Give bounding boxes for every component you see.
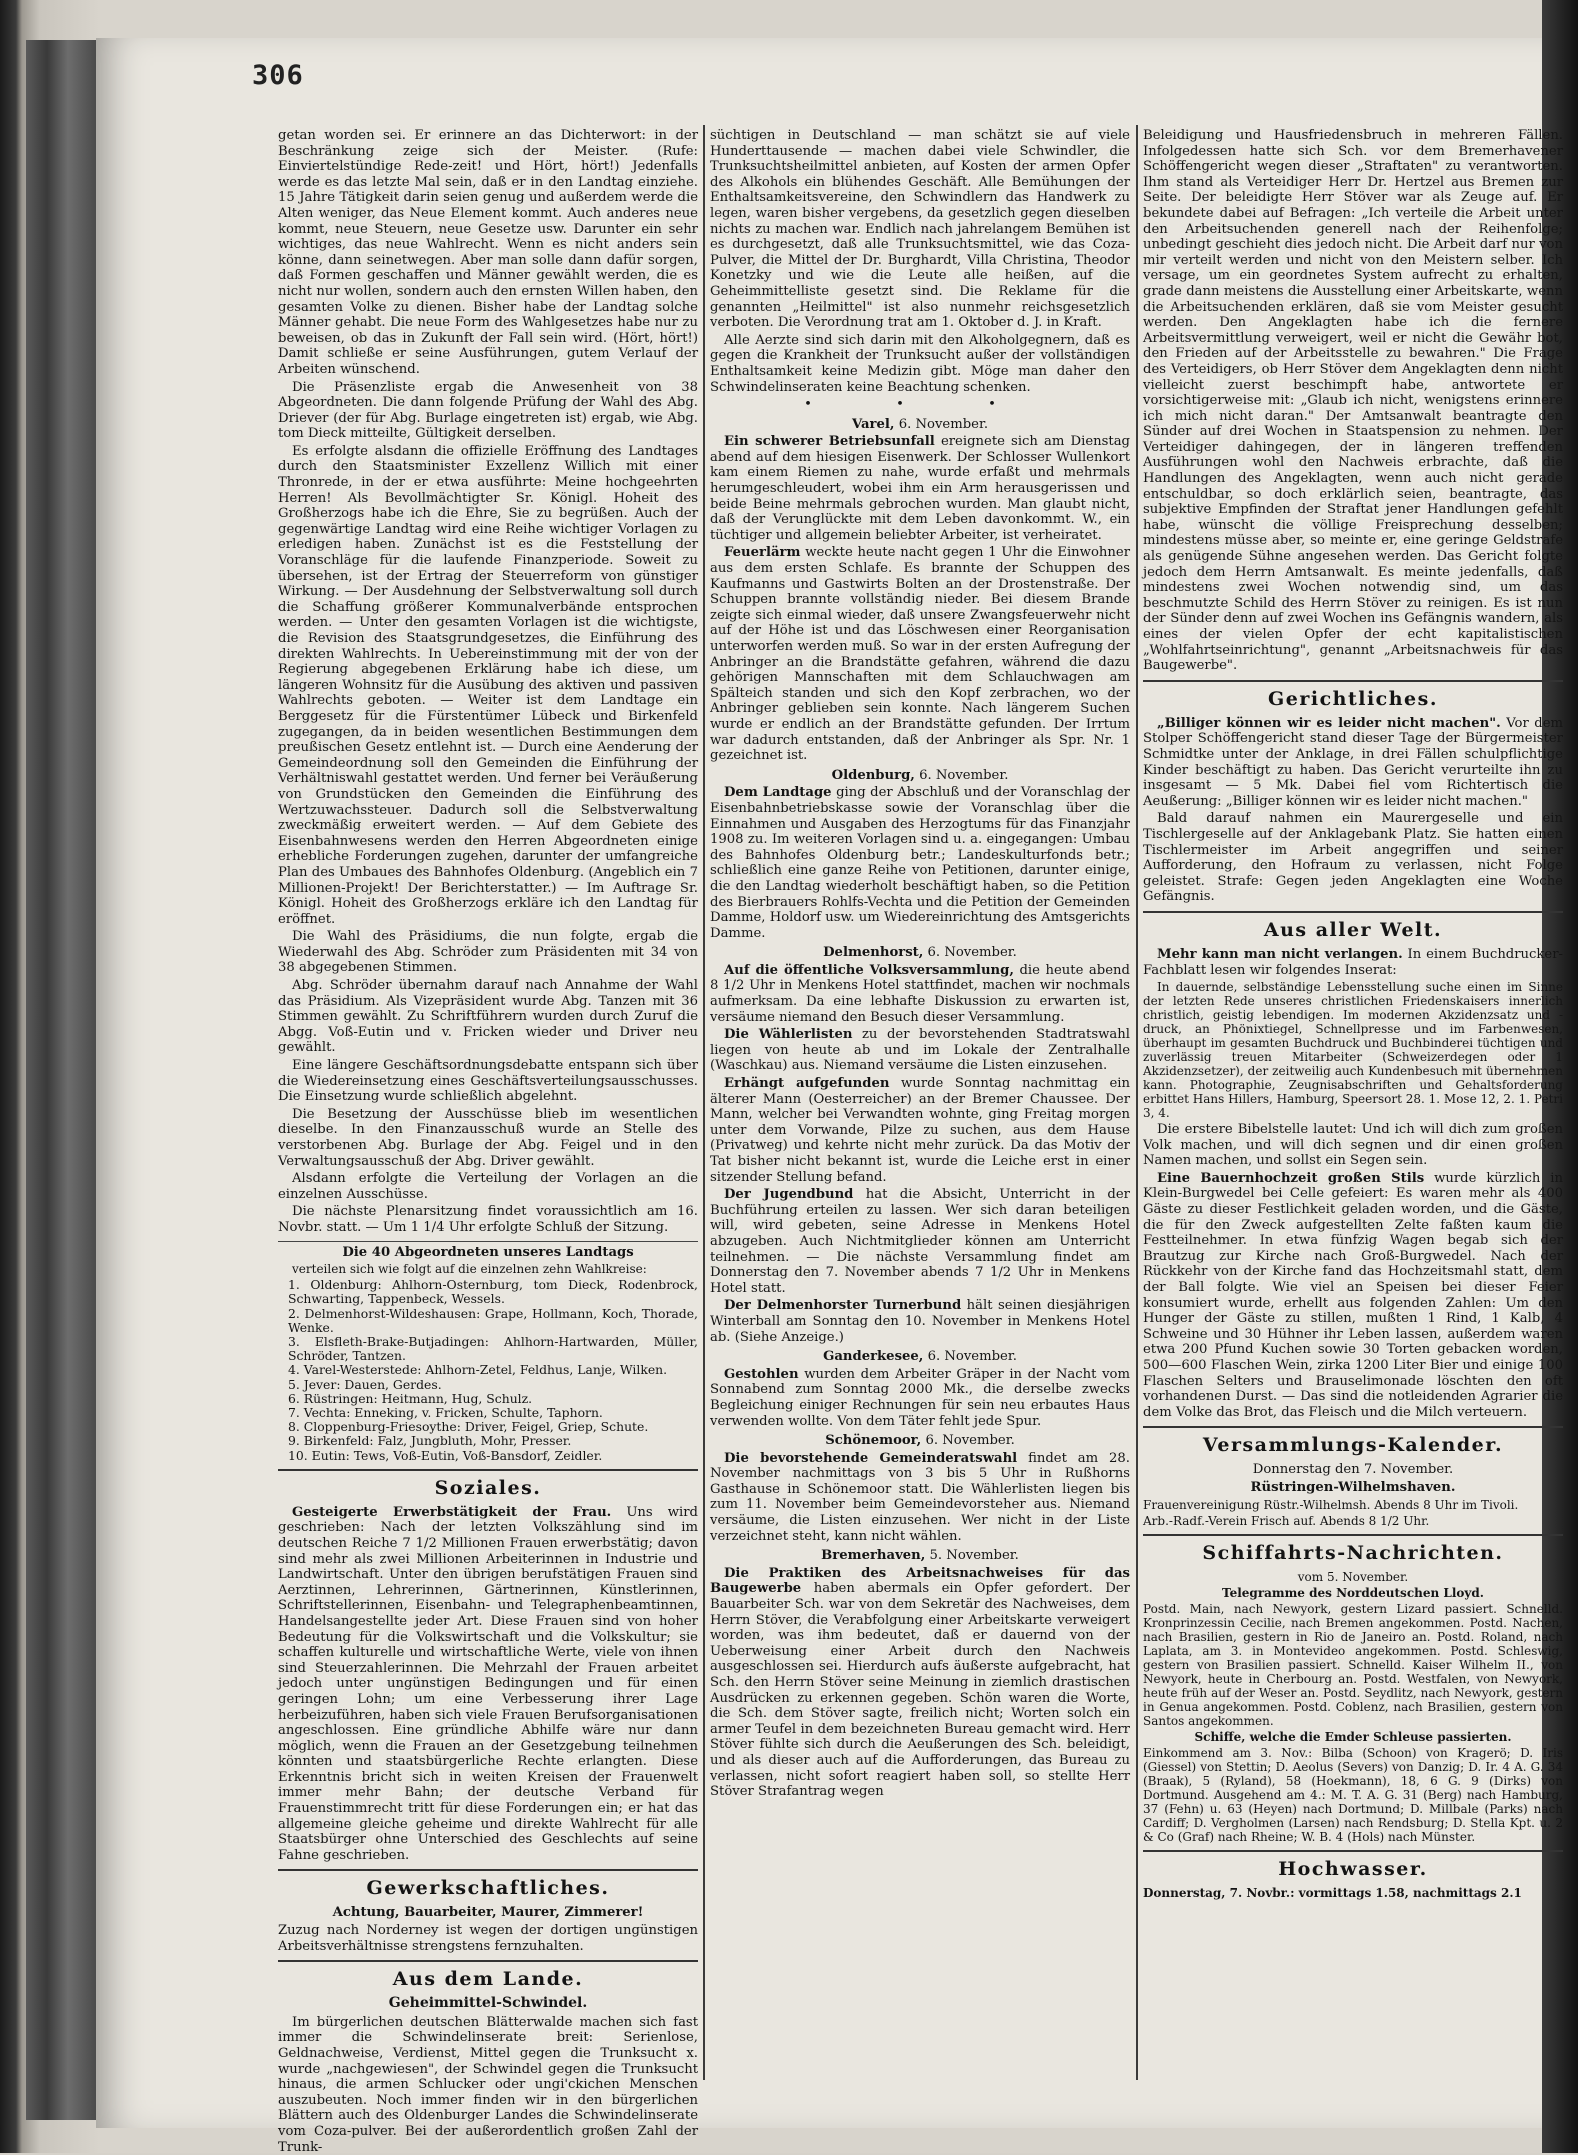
article-lead: Auf die öffentliche Volksversammlung, — [724, 962, 1014, 978]
section-subtitle: Schiffe, welche die Emder Schleuse passierten. — [1194, 1729, 1512, 1744]
article-text: weckte heute nacht gegen 1 Uhr die Einwohner aus dem ersten Schlafe. Es brannte der Schuppen des Kaufmanns und Gastwirts Bolten an der Drostenstraße. Der Schuppen brannte vollständig nieder. Bei diesem Brande zeigte sich einmal wieder, daß unsere Zwangsfeuerwehr nicht auf der Höhe ist und das Löschwesen einer Reorganisation unterworfen werden muß. So war in der ersten Aufregung der Anbringer an die Brandstätte gefahren, während die dazu gehörigen Mannschaften mit dem Schlauchwagen am Spälteich standen und sich den Kopf zerbrachen, wo der Anbringer geblieben sein konnte. Nach längerem Suchen wurde er endlich an der Brandstätte gefunden. Der Irrtum war dadurch entstanden, daß der Anbringer als Spr. Nr. 1 gezeichnet ist. — [710, 545, 1130, 764]
calendar-place: Rüstringen-Wilhelmshaven. — [1250, 1479, 1456, 1495]
section-heading: Gewerkschaftliches. — [278, 1869, 698, 1900]
article-text: Vor dem Stolper Schöffengericht stand dieser Tage der Bürgermeister Schmidtke unter der Anklage, in drei Fällen schulpflichtige Kinder beschäftigt zu haben. Das Gericht verurteilte ihn zu insgesamt — 5 Mk. Dabei fiel vom Richtertisch die Aeußerung: „Billiger können wir es leider nicht machen." — [1143, 715, 1563, 809]
list-item: 6. Rüstringen: Heitmann, Hug, Schulz. — [288, 1390, 533, 1406]
list-item: 3. Elsfleth-Brake-Butjadingen: Ahlhorn-Hartwarden, Müller, Schröder, Tantzen. — [288, 1333, 698, 1364]
article-lead: Der Jugendbund — [724, 1187, 854, 1203]
article-text: In einem Buchdrucker-Fachblatt lesen wir folgendes Inserat: — [1143, 946, 1563, 978]
tide-times: Donnerstag, 7. Novbr.: vormittags 1.58, nachmittags 2.1 — [1143, 1885, 1522, 1900]
dateline-date: 6. November. — [925, 1433, 1015, 1449]
column-left — [278, 128, 698, 2155]
section-subtitle: Telegramme des Norddeutschen Lloyd. — [1222, 1585, 1484, 1600]
article-text: hält seinen diesjährigen Winterball am Sonntag den 10. November in Menkens Hotel ab. (Siehe Anzeige.) — [710, 1298, 1130, 1345]
dateline-date: 5. November. — [929, 1548, 1019, 1564]
article-lead: Die Wählerlisten — [724, 1027, 853, 1043]
section-heading: Hochwasser. — [1143, 1850, 1563, 1881]
list-item: 9. Birkenfeld: Falz, Jungbluth, Mohr, Presser. — [288, 1433, 572, 1449]
page-number: 306 — [252, 60, 304, 91]
list-item: 4. Varel-Westerstede: Ahlhorn-Zetel, Feldhus, Lanje, Wilken. — [288, 1362, 668, 1378]
article-lead: Feuerlärm — [724, 545, 801, 561]
column-right — [1143, 128, 1563, 2078]
article-lead: Gesteigerte Erwerbstätigkeit der Frau. — [292, 1504, 612, 1520]
dateline-place: Delmenhorst, — [823, 945, 924, 961]
paragraph: süchtigen in Deutschland — man schätzt sie auf viele Hunderttausende — machen dabei viele Schwindler, die Trunksuchtsheilmittel anbieten, auf Kosten der armen Opfer des Alkohols ein blühendes Geschäft. Alle Bemühungen der Enthaltsamkeitsvereine, den Schwindlern das Handwerk zu legen, waren bisher vergebens, da gesetzlich gegen dieselben nichts zu machen war. Endlich nach jahrelangem Bemühen ist es durchgesetzt, daß alle Trunksuchtsmittel, wie das Coza-Pulver, die Mittel der Dr. Burghardt, Villa Christina, Theodor Konetzky und wie die Leute alle heißen, auf die Geheimmittelliste gesetzt sind. Die Reklame für die genannten „Heilmittel" ist also nunmehr reichsgesetzlich verboten. Die Verordnung trat am 1. Oktober d. J. in Kraft. — [710, 128, 1130, 331]
paragraph: Abg. Schröder übernahm darauf nach Annahme der Wahl das Präsidium. Als Vizepräsident wurde Abg. Tanzen mit 36 Stimmen gewählt. Zu Schriftführern wurden durch Zuruf die Abgg. Voß-Eutin und v. Fricken wieder und Driver neu gewählt. — [278, 978, 698, 1056]
separator-dots: • • • — [804, 397, 1036, 413]
shipping-list: Einkommend am 3. Nov.: Bilba (Schoon) von Kragerö; D. Iris (Giessel) von Stettin; D. Aeolus (Severs) von Danzig; D. Ir. 4 A. G. 34 (Braak), 5 (Ryland), 58 (Hoekmann), 18, 6 G. 9 (Dirks) von Dortmund. Ausgehend am 4.: M. T. A. G. 31 (Berg) nach Hamburg, 37 (Fehn) u. 63 (Heyen) nach Dortmund; D. Millbale (Parks) nach Cardiff; D. Vergholmen (Larsen) nach Rendsburg; D. Stella Kpt. u. 2 & Co (Graf) nach Rheine; W. B. 4 (Hols) nach Münster. — [1143, 1745, 1563, 1844]
article-text: Im bürgerlichen deutschen Blätterwalde machen sich fast immer die Schwindelinserate breit: Serienlose, Geldnachweise, Verdienst, Mittel gegen die Trunksucht x. wurde „nachgewiesen", der Schwindel gegen die Trunksucht hinaus, die armen Schlucker oder ungi'ckichen Menschen auszubeuten. Noch immer finden wir in den bürgerlichen Blättern auch des Oldenburger Landes die Schwindelinserate vom Coza-pulver. Bei der außerordentlich großen Zahl der Trunk- — [278, 2014, 698, 2155]
column-rule — [1136, 125, 1138, 2080]
paragraph: Alle Aerzte sind sich darin mit den Alkoholgegnern, daß es gegen die Krankheit der Trunksucht außer der vollständigen Enthaltsamkeit keine Medizin gibt. Möge man daher den Schwindelinseraten keine Beachtung schenken. — [710, 332, 1130, 395]
article-text: findet am 28. November nachmittags von 3 bis 5 Uhr in Rußhorns Gasthause in Schönemoor statt. Die Wählerlisten liegen bis zum 11. November beim Gemeindevorsteher aus. Niemand versäume, die Listen einzusehen. Wer nicht in der Liste verzeichnet steht, kann nicht wählen. — [710, 1450, 1130, 1544]
calendar-entry: Arb.-Radf.-Verein Frisch auf. Abends 8 1/2 Uhr. — [1143, 1513, 1430, 1528]
dateline-date: 6. November. — [919, 767, 1009, 783]
article-text: wurde Sonntag nachmittag ein älterer Mann (Oesterreicher) an der Bremer Chaussee. Der Mann, welcher bei Verwandten wohnte, ging Freitag morgen unter dem Vorwande, Pilze zu suchen, aus dem Hause (Privatweg) und kehrte nicht mehr zurück. Da das Motiv der Tat bisher nicht bekannt ist, wurde die Leiche erst in einer sitzender Stellung befand. — [710, 1076, 1130, 1185]
column-middle — [710, 128, 1130, 2078]
section-heading: Versammlungs-Kalender. — [1143, 1426, 1563, 1457]
article-lead: Der Delmenhorster Turnerbund — [724, 1298, 962, 1314]
article-text: Uns wird geschrieben: Nach der letzten Volkszählung sind im deutschen Reiche 7 1/2 Millionen Frauen erwerbstätig; davon sind mehr als zwei Millionen Arbeiterinnen in Industrie und Landwirtschaft. Unter den übrigen berufstätigen Frauen sind Aerztinnen, Lehrerinnen, Gärtnerinnen, Künstlerinnen, Schriftstellerinnen, Eisenbahn- und Telegraphenbeamtinnen, Handelsangestellte jeder Art. Diese Frauen sind von hoher Bedeutung für die Volkswirtschaft und die Volkskultur; sie schaffen kulturelle und wirtschaftliche Werte, viele von ihnen sind Steuerzahlerinnen. Die Mehrzahl der Frauen arbeitet jedoch unter ungünstigen Bedingungen und für einen geringen Lohn; um eine Verbesserung ihrer Lage herbeizuführen, haben sich viele Frauen Berufsorganisationen angeschlossen. Eine gründliche Abhilfe wäre nur dann möglich, wenn die Frauen an der Gesetzgebung teilnehmen könnten und staatsbürgerliche Rechte erlangten. Diese Erkenntnis bricht sich in weiten Kreisen der Frauenwelt immer mehr Bahn; der deutsche Verband für Frauenstimmrecht tritt für diese Forderungen ein; er hat das allgemeine gleiche geheime und direkte Wahlrecht für alle Staatsbürger ohne Unterschied des Geschlechts auf seine Fahne geschrieben. — [278, 1504, 698, 1863]
section-subtitle: Geheimmittel-Schwindel. — [388, 1995, 588, 2012]
paragraph: Bald darauf nahmen ein Maurergeselle und ein Tischlergeselle auf der Anklagebank Platz. Sie hatten einen Tischlermeister im Arbeit angegriffen und seiner Aufforderung, den Hofraum zu verlassen, nicht Folge geleistet. Strafe: Gegen jeden Angeklagten eine Woche Gefängnis. — [1143, 811, 1563, 905]
article-text: ging der Abschluß und der Voranschlag der Eisenbahnbetriebskasse sowie der Voranschlag über die Einnahmen und Ausgaben des Herzogtums für das Finanzjahr 1908 zu. Im weiteren Vorlagen sind u. a. eingegangen: Umbau des Bahnhofes Oldenburg betr.; Landeskulturfonds betr.; schließlich eine ganze Reihe von Petitionen, darunter einige, die den Landtag wiederholt beschäftigt haben, so die Petition des Bierbrauers Rohlfs-Vechta und die Petition der Gemeinden Damme, Holdorf usw. um Wiedereinrichtung des Amtsgerichts Damme. — [710, 785, 1130, 941]
dateline-date: 6. November. — [927, 945, 1017, 961]
article-lead: Achtung, Bauarbeiter, Maurer, Zimmerer! — [332, 1905, 644, 1921]
paragraph: verteilen sich wie folgt auf die einzelnen zehn Wahlkreise: — [292, 1262, 647, 1277]
section-heading: Soziales. — [278, 1469, 698, 1500]
paragraph: Die nächste Plenarsitzung findet voraussichtlich am 16. Novbr. statt. — Um 1 1/4 Uhr erfolgte Schluß der Sitzung. — [278, 1204, 698, 1235]
article-lead: Mehr kann man nicht verlangen. — [1157, 946, 1403, 962]
calendar-date: Donnerstag den 7. November. — [1252, 1462, 1454, 1478]
article-text: haben abermals ein Opfer gefordert. Der Bauarbeiter Sch. war von dem Sekretär des Nachweises, dem Herrn Stöver, die Verabfolgung einer Arbeitskarte verweigert worden, was ihm bedeutet, daß er dauernd von der Ueberweisung einer Arbeit durch den Nachweis ausgeschlossen sei. Hierdurch aufs äußerste aufgebracht, hat Sch. den Herrn Stöver seine Meinung in ziemlich drastischen Ausdrücken zu erkennen gegeben. Schön waren die Worte, die Sch. dem Stöver sagte, freilich nicht; Worten solch ein armer Teufel in dem bezeichneten Bureau gemacht wird. Herr Stöver fühlte sich durch die Aeußerungen des Sch. beleidigt, und als dieser auch auf die Aufforderungen, das Bureau zu verlassen, nicht sofort reagiert haben soll, so stellte Herr Stöver Strafantrag wegen — [710, 1581, 1130, 1800]
section-heading: Aus aller Welt. — [1143, 911, 1563, 942]
article-text: ereignete sich am Dienstag abend auf dem hiesigen Eisenwerk. Der Schlosser Wullenkort kam einem Riemen zu nahe, wurde erfaßt und mehrmals herumgeschleudert, wobei ihm ein Arm herausgerissen und beide Beine mehrmals gebrochen wurden. Man glaubt nicht, daß der Verunglückte mit dem Leben davonkommt. W., ein tüchtiger und allgemein beliebter Arbeiter, ist verheiratet. — [710, 434, 1130, 543]
list-item: 5. Jever: Dauen, Gerdes. — [288, 1376, 442, 1392]
book-binding — [26, 40, 96, 2120]
paragraph: Die Wahl des Präsidiums, die nun folgte, ergab die Wiederwahl des Abg. Schröder zum Präsidenten mit 34 von 38 abgegebenen Stimmen. — [278, 929, 698, 976]
calendar-entry: Frauenvereinigung Rüstr.-Wilhelmsh. Abends 8 Uhr im Tivoli. — [1143, 1497, 1519, 1512]
dateline-place: Ganderkesee, — [823, 1349, 924, 1365]
article-text: wurde kürzlich in Klein-Burgwedel bei Celle gefeiert: Es waren mehr als 400 Gäste zu dieser Festlichkeit geladen worden, und die Gäste, die für den Zweck aufgestellten Zelte faßten kaum die Festteilnehmer. In etwa fünfzig Wagen begab sich der Brautzug zur Kirche nach Groß-Burgwedel. Nach der Rückkehr von der Kirche fand das Hochzeitsmahl statt, dem der Ball folgte. Wie viel an Speisen bei dieser Feier konsumiert wurde, erhellt aus folgenden Zahlen: Um den Hunger der Gäste zu stillen, mußten 1 Rind, 1 Kalb, 4 Schweine und 30 Hühner ihr Leben lassen, außerdem waren etwa 200 Pfund Kuchen sowie 30 Torten gebacken worden, 500—600 Flaschen Wein, zirka 1200 Liter Bier und einige 100 Flaschen Selters und Brauselimonade löschten den oft vorhandenen Durst. — Das sind die notleidenden Agrarier die dem Volke das Brot, das Fleisch und die Milch verteuern. — [1143, 1170, 1563, 1420]
section-heading: Aus dem Lande. — [278, 1960, 698, 1991]
paragraph: Eine längere Geschäftsordnungsdebatte entspann sich über die Wiedereinsetzung eines Geschäftsverteilungsausschusses. Die Einsetzung wurde schließlich abgelehnt. — [278, 1058, 698, 1105]
column-rule — [703, 125, 705, 2080]
list-item: 10. Eutin: Tews, Voß-Eutin, Voß-Bansdorf, Zeidler. — [288, 1447, 603, 1463]
shipping-date: vom 5. November. — [1297, 1569, 1409, 1584]
article-text: wurden dem Arbeiter Gräper in der Nacht vom Sonnabend zum Sonntag 2000 Mk., die derselbe zwecks Begleichung einiger Rechnungen für sein neu erbautes Haus verwenden wollte. Von dem Täter fehlt jede Spur. — [710, 1366, 1130, 1429]
article-lead: Eine Bauernhochzeit großen Stils — [1157, 1170, 1425, 1186]
paragraph: Beleidigung und Hausfriedensbruch in mehreren Fällen. Infolgedessen hatte sich Sch. vor dem Bremerhavener Schöffengericht wegen dieser „Straftaten" zu verantworten. Ihm stand als Verteidiger Herr Dr. Hertzel aus Bremen zur Seite. Der beleidigte Herr Stöver war als Zeuge auf. Er bekundete dabei auf Befragen: „Ich verteile die Arbeit unter den Arbeitsuchenden generell nach der Reihenfolge; unbedingt geschieht dies jedoch nicht. Die Arbeit darf nur von mir verteilt werden und nicht von den Meistern selber. Ich versage, um ein geordnetes System aufrecht zu erhalten, grade dann meistens die Ausstellung einer Arbeitskarte, wenn die Arbeitsuchenden erklären, daß sie vom Meister gesucht werden. Den Angeklagten habe ich die fernere Arbeitsvermittlung verweigert, weil er nicht die Gewähr bot, den Frieden auf der Arbeitsstelle zu bewahren." Die Frage des Verteidigers, ob Herr Stöver dem Angeklagten denn nicht vielleicht zuerst beschimpft habe, antwortete er vorsichtigerweise mit: „Glaub ich nicht, wenigstens erinnere ich mich nicht daran." Der Amtsanwalt beantragte den Sünder auf drei Wochen in Staatspension zu nehmen. Der Verteidiger dahingegen, der in längeren treffenden Ausführungen wohl den Nachweis erbrachte, daß die Handlungen des Angeklagten, wenn auch nicht gerade entschuldbar, so doch erklärlich seien, beantragte, das subjektive Empfinden der Straftat jener Handlungen gefehlt habe, wünscht die völlige Freisprechung desselben; mindestens müsse aber, so meinte er, eine geringe Geldstrafe als genügende Sühne angesehen werden. Das Gericht folgte jedoch dem Herrn Amtsanwalt. Es meinte jedenfalls, daß mindestens zwei Wochen notwendig sind, um das beschmutzte Schild des Herrn Stöver zu reinigen. Es ist nun der Sünder denn auf zwei Wochen ins Gefängnis wandern, als eines der vielen Opfer der echt kapitalistischen „Wohlfahrtseinrichtung", genannt „Arbeitsnachweis für das Baugewerbe". — [1143, 128, 1563, 674]
article-text: zu der bevorstehenden Stadtratswahl liegen von heute ab und im Lokale der Zentralhalle (Waschkau) aus. Niemand versäume die Listen einzusehen. — [710, 1027, 1130, 1074]
wahlkreis-list — [278, 1278, 698, 1463]
divider — [278, 1241, 698, 1242]
article-text: Zuzug nach Norderney ist wegen der dortigen ungünstigen Arbeitsverhältnisse strengstens fernzuhalten. — [278, 1923, 698, 1954]
dateline-place: Bremerhaven, — [821, 1548, 926, 1564]
quoted-advertisement: In dauernde, selbständige Lebensstellung suche einen im Sinne der letzten Rede unseres christlichen Friedenskaisers innerlich christlich, geistig lebendigen. Im modernen Akzidenzsatz und -druck, an Phönixtiegel, Schnellpresse und im Farbenwesen, überhaupt im gesamten Buchdruck und Buchbinderei tüchtigen und zuverlässig treuen Mitarbeiter (Schweizerdegen oder 1 Akzidenzsetzer), der zeitweilig auch Kundenbesuch mit übernehmen kann. Photographie, Zeugnisabschriften und Gehaltsforderung erbittet Hans Hillers, Hamburg, Speersort 28. 1. Mose 12, 2. 1. Petri 3, 4. — [1143, 980, 1563, 1121]
article-lead: Ein schwerer Betriebsunfall — [724, 434, 935, 450]
dateline-date: 6. November. — [927, 1349, 1017, 1365]
paragraph: Die Besetzung der Ausschüsse blieb im wesentlichen dieselbe. In den Finanzausschuß wurde an Stelle des verstorbenen Abg. Burlage der Abg. Feigel und in den Verwaltungsausschuß der Abg. Driver gewählt. — [278, 1106, 698, 1169]
article-text: hat die Absicht, Unterricht in der Buchführung erteilen zu lassen. Wer sich daran beteiligen will, wird gebeten, seine Adresse in Menkens Hotel abzugeben. Auch Nichtmitglieder können am Unterricht teilnehmen. — Die nächste Versammlung findet am Donnerstag den 7. November abends 7 1/2 Uhr in Menkens Hotel statt. — [710, 1187, 1130, 1296]
section-subtitle: Die 40 Abgeordneten unseres Landtags — [342, 1244, 634, 1260]
dateline-place: Schönemoor, — [825, 1433, 922, 1449]
list-item: 8. Cloppenburg-Friesoythe: Driver, Feigel, Griep, Schute. — [288, 1419, 649, 1435]
dateline-place: Varel, — [851, 416, 895, 432]
article-lead: Die Praktiken des Arbeitsnachweises für das Baugewerbe — [710, 1565, 1130, 1597]
dateline-place: Oldenburg, — [831, 767, 915, 783]
article-lead: Gestohlen — [724, 1366, 799, 1382]
article-lead: „Billiger können wir es leider nicht machen". — [1157, 715, 1501, 731]
paragraph: Die Präsenzliste ergab die Anwesenheit von 38 Abgeordneten. Die dann folgende Prüfung der Wahl des Abg. Driever (der für Abg. Burlage eingetreten ist) ergab, wie Abg. tom Dieck mitteilte, Gültigkeit derselben. — [278, 379, 698, 442]
article-text: die heute abend 8 1/2 Uhr in Menkens Hotel stattfindet, machen wir nochmals aufmerksam. Da eine lebhafte Diskussion zu erwarten ist, versäume niemand den Besuch dieser Versammlung. — [710, 962, 1130, 1025]
list-item: 2. Delmenhorst-Wildeshausen: Grape, Hollmann, Koch, Thorade, Wenke. — [288, 1305, 698, 1335]
section-heading: Schiffahrts-Nachrichten. — [1143, 1534, 1563, 1565]
article-lead: Erhängt aufgefunden — [724, 1076, 890, 1092]
paragraph: getan worden sei. Er erinnere an das Dichterwort: in der Beschränkung zeige sich der Meister. (Rufe: Einviertelstündige Rede-zeit! und Hört, hört!) Jedenfalls werde es das letzte Mal sein, daß er in den Landtag einziehe. 15 Jahre Tätigkeit darin seien genug und außerdem werde die Alten weniger, das Neue Element kommt. Auch anderes neue kommt, neue Steuern, neue Gesetze usw. Darunter ein sehr wichtiges, das neue Wahlrecht. Wenn es nicht anders sein könne, dann seinetwegen. Aber man solle dann dafür sorgen, daß Formen geschaffen und Männer gewählt werden, die es nicht nur wollen, sondern auch den ernsten Willen haben, den gesamten Volke zu dienen. Bisher habe der Landtag solche Männer gehabt. Die neue Form des Wahlgesetzes habe nur zu beweisen, ob das in Zukunft der Fall sein wird. (Hört, hört!) Damit schließe er seine Ausführungen, gutem Verlauf der Arbeiten wünschend. — [278, 128, 698, 377]
article-lead: Dem Landtage — [724, 785, 832, 801]
article-lead: Die bevorstehende Gemeinderatswahl — [724, 1450, 1018, 1466]
list-item: 7. Vechta: Enneking, v. Fricken, Schulte, Taphorn. — [288, 1404, 603, 1420]
shipping-list: Postd. Main, nach Newyork, gestern Lizard passiert. Schnelld. Kronprinzessin Cecilie, nach Bremen angekommen. Postd. Nachen, nach Brasilien, gestern in Rio de Janeiro an. Postd. Roland, nach Laplata, am 3. in Montevideo angekommen. Postd. Schleswig, gestern von Brasilien passiert. Schnelld. Kaiser Wilhelm II., von Newyork, heute in Cherbourg an. Postd. Westfalen, von Newyork, heute früh auf der Weser an. Postd. Seydlitz, nach Newyork, gestern in Genua angekommen. Postd. Coblenz, nach Brasilien, gestern von Santos angekommen. — [1143, 1601, 1563, 1728]
paragraph: Es erfolgte alsdann die offizielle Eröffnung des Landtages durch den Staatsminister Exzellenz Willich mit einer Thronrede, in der er etwa ausführte: Meine hochgeehrten Herren! Als Bevollmächtigter Sr. Königl. Hoheit des Großherzogs habe ich die Ehre, Sie zu begrüßen. Auch der gegenwärtige Landtag wird eine Reihe wichtiger Vorlagen zu erledigen haben. Zunächst ist es die Feststellung der Voranschläge für die laufende Finanzperiode. Soweit zu übersehen, ist der Ertrag der Steuerreform von günstiger Wirkung. — Der Ausdehnung der Selbstverwaltung soll durch die Schaffung größerer Kommunalverbände entsprochen werden. — Unter den gesamten Vorlagen ist die wichtigste, die Revision des Staatsgrundgesetzes, die Einführung des direkten Wahlrechts. In Uebereinstimmung mit der von der Regierung abgegebenen Erklärung habe ich diese, um längeren Wohnsitz für die Ausübung des aktiven und passiven Wahlrechts geboten. — Weiter ist dem Landtage ein Berggesetz für die Fürstentümer Lübeck und Birkenfeld zugegangen, da in beiden wesentlichen Bestimmungen dem preußischen Gesetz entlehnt ist. — Durch eine Aenderung der Gemeindeordnung soll den Gemeinden die Einführung der Verhältniswahl gestattet werden. Und ferner bei Veräußerung von Grundstücken den Gemeinden die Einführung des Wertzuwachssteuer. Dadurch soll die Selbstverwaltung zweckmäßig erweitert werden. — Auf dem Gebiete des Eisenbahnwesens werden den Herren Abgeordneten einige erhebliche Forderungen zugehen, darunter der umfangreiche Plan des Umbaues des Bahnhofes Oldenburg. (Angeblich ein 7 Millionen-Projekt! Der Berichterstatter.) — Im Auftrage Sr. Königl. Hoheit des Großherzogs erkläre ich den Landtag für eröffnet. — [278, 443, 698, 927]
list-item: 1. Oldenburg: Ahlhorn-Osternburg, tom Dieck, Rodenbrock, Schwarting, Tappenbeck, Wessels. — [288, 1277, 698, 1307]
paragraph: Die erstere Bibelstelle lautet: Und ich will dich zum großen Volk machen, und will dich segnen und dir einen großen Namen machen, und sollst ein Segen sein. — [1143, 1122, 1563, 1169]
dateline-date: 6. November. — [898, 416, 989, 432]
section-heading: Gerichtliches. — [1143, 680, 1563, 711]
paragraph: Alsdann erfolgte die Verteilung der Vorlagen an die einzelnen Ausschüsse. — [278, 1171, 698, 1202]
